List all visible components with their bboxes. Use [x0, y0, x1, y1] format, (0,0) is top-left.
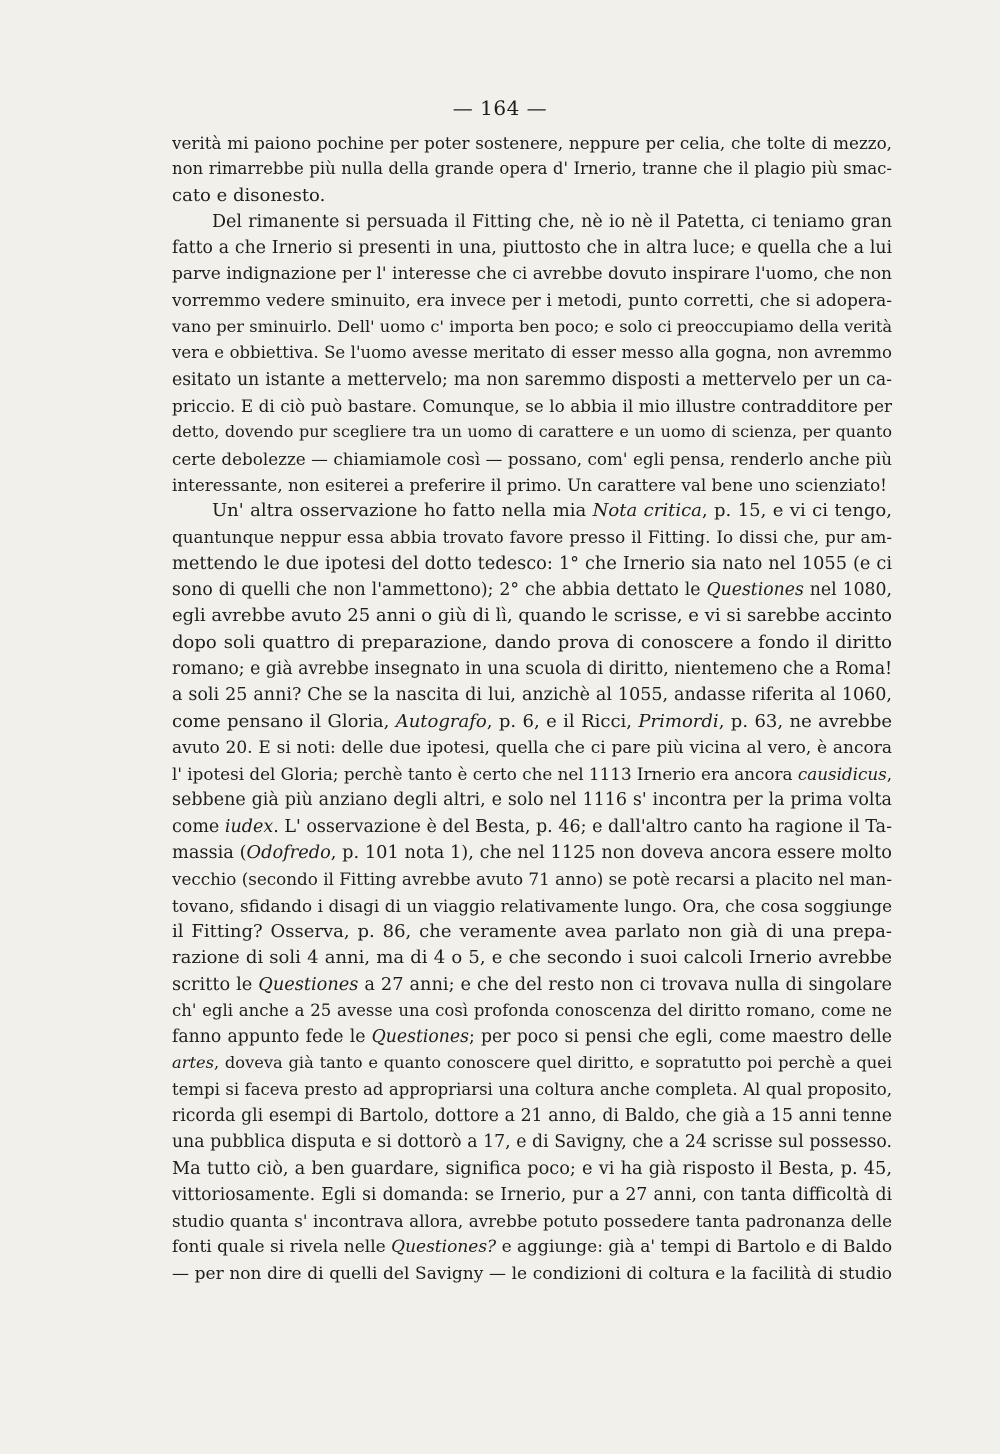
text-run: . L' osservazione è del Besta, p. 46; e dall'altro canto ha ragione il Ta-: [273, 816, 892, 837]
text-line: razione di soli 4 anni, ma di 4 o 5, e che secondo i suoi calcoli Irnerio avrebbe: [172, 947, 892, 969]
text-line: avuto 20. E si noti: delle due ipotesi, quella che ci pare più vicina al vero, è ancora: [172, 737, 892, 758]
text-line: [172, 709, 892, 735]
text-line: interessante, non esiterei a preferire il primo. Un carattere val bene uno scienziato!: [172, 474, 887, 495]
text-line: mettendo le due ipotesi del dotto tedesco: 1° che Irnerio sia nato nel 1055 (e ci: [172, 553, 892, 574]
italic-text: causidicus: [797, 764, 887, 785]
text-line: [172, 1050, 892, 1076]
page-number: — 164 —: [452, 96, 548, 120]
text-run: a 27 anni; e che del resto non ci trovava nulla di singolare: [358, 974, 892, 995]
text-run: , p. 15, e vi ci tengo,: [701, 500, 892, 522]
text-run: l' ipotesi del Gloria; perchè tanto è certo che nel 1113 Irnerio era ancora: [172, 764, 798, 785]
text-line: tovano, sfidando i disagi di un viaggio relativamente lungo. Ora, che cosa soggiunge: [172, 895, 892, 916]
text-line: egli avrebbe avuto 25 anni o giù di lì, quando le scrisse, e vi si sarebbe accinto: [172, 605, 892, 627]
italic-text: Questiones?: [391, 1237, 497, 1258]
text-line: parve indignazione per l' interesse che ci avrebbe dovuto inspirare l'uomo, che non: [172, 264, 892, 285]
text-line: Ma tutto ciò, a ben guardare, significa poco; e vi ha già risposto il Besta, p. 45,: [172, 1158, 892, 1179]
text-run: nel 1080,: [803, 580, 892, 601]
text-run: , p. 6, e il Ricci,: [486, 710, 639, 732]
text-line: [172, 840, 892, 866]
text-line: tempi si faceva presto ad appropriarsi una coltura anche completa. Al qual proposito,: [172, 1079, 892, 1099]
italic-text: Questiones: [371, 1027, 469, 1048]
italic-text: Questiones: [258, 974, 359, 995]
text-line: vano per sminuirlo. Dell' uomo c' importa ben poco; e solo ci preoccupiamo della verità: [172, 317, 893, 337]
italic-text: artes: [172, 1053, 214, 1073]
text-line: vittoriosamente. Egli si domanda: se Irnerio, pur a 27 anni, con tanta difficoltà di: [172, 1184, 892, 1205]
italic-text: Odofredo: [246, 843, 331, 864]
italic-text: Autografo: [395, 710, 487, 732]
text-line: vera e obbiettiva. Se l'uomo avesse meritato di esser messo alla gogna, non avremmo: [172, 343, 892, 363]
text-line: sebbene già più anziano degli altri, e solo nel 1116 s' incontra per la prima volta: [172, 790, 892, 811]
text-run: ; per poco si pensi che egli, come maestro delle: [468, 1027, 892, 1048]
text-run: fanno appunto fede le: [172, 1027, 372, 1048]
text-line: detto, dovendo pur scegliere tra un uomo di carattere e un uomo di scienza, per quanto: [172, 422, 892, 442]
text-line: [172, 577, 892, 603]
text-line: [172, 1234, 892, 1260]
text-run: , p. 101 nota 1), che nel 1125 non doveva ancora essere molto: [330, 843, 892, 864]
text-run: fonti quale si rivela nelle: [172, 1237, 392, 1258]
text-run: come: [172, 816, 225, 837]
text-line: Del rimanente si persuada il Fitting che, nè io nè il Patetta, ci teniamo gran: [212, 211, 892, 232]
text-line: romano; e già avrebbe insegnato in una scuola di diritto, nientemeno che a Roma!: [172, 658, 893, 679]
text-run: , doveva già tanto e quanto conoscere quel diritto, e sopratutto poi perchè a quei: [213, 1053, 892, 1073]
italic-text: iudex: [224, 816, 274, 837]
text-run: come pensano il Gloria,: [172, 710, 396, 732]
text-run: e aggiunge: già a' tempi di Bartolo e di Baldo: [496, 1237, 893, 1258]
text-line: vecchio (secondo il Fitting avrebbe avuto 71 anno) se potè recarsi a placito nel man-: [172, 869, 892, 890]
text-line: vorremmo vedere sminuito, era invece per i metodi, punto corretti, che si adopera-: [172, 290, 892, 311]
text-line: esitato un istante a mettervelo; ma non saremmo disposti a mettervelo per un ca-: [172, 369, 892, 390]
body-text: [172, 130, 892, 1287]
text-line: verità mi paiono pochine per poter sostenere, neppure per celia, che tolte di mezzo,: [172, 133, 892, 153]
text-run: sono di quelli che non l'ammettono); 2° che abbia dettato le: [172, 580, 707, 601]
text-line: fatto a che Irnerio si presenti in una, piuttosto che in altra luce; e quella che a lui: [172, 238, 892, 259]
text-line: [172, 814, 892, 840]
text-line: dopo soli quattro di preparazione, dando prova di conoscere a fondo il diritto: [172, 631, 892, 653]
text-line: ch' egli anche a 25 avesse una così profonda conoscenza del diritto romano, come ne: [172, 1000, 892, 1020]
text-line: [172, 761, 892, 787]
text-line: non rimarrebbe più nulla della grande opera d' Irnerio, tranne che il plagio più smac-: [172, 159, 892, 179]
text-run: massia (: [172, 843, 247, 864]
text-line: ricorda gli esempi di Bartolo, dottore a 21 anno, di Baldo, che già a 15 anni tenne: [172, 1105, 892, 1126]
italic-text: Primordi: [638, 710, 719, 732]
text-run: , p. 63, ne avrebbe: [718, 710, 892, 732]
text-line: il Fitting? Osserva, p. 86, che veramente avea parlato non già di una prepa-: [172, 920, 892, 942]
text-line: studio quanta s' incontrava allora, avrebbe potuto possedere tanta padronanza delle: [172, 1211, 892, 1232]
text-line: [172, 972, 892, 998]
italic-text: Questiones: [706, 580, 804, 601]
text-line: priccio. E di ciò può bastare. Comunque, se lo abbia il mio illustre contradditore per: [172, 395, 892, 416]
text-line: una pubblica disputa e si dottorò a 17, e di Savigny, che a 24 scrisse sul possesso.: [172, 1132, 892, 1153]
text-run: scritto le: [172, 974, 259, 995]
text-line: certe debolezze — chiamiamole così — possano, com' egli pensa, renderlo anche più: [172, 448, 892, 469]
text-run: Un' altra osservazione ho fatto nella mia: [212, 500, 593, 522]
italic-text: Nota critica: [592, 500, 702, 522]
text-line: — per non dire di quelli del Savigny — le condizioni di coltura e la facilità di studio: [172, 1263, 892, 1284]
text-line: cato e disonesto.: [172, 184, 326, 206]
text-run: ,: [886, 764, 893, 785]
text-line: quantunque neppur essa abbia trovato favore presso il Fitting. Io dissi che, pur am-: [172, 527, 892, 548]
text-line: a soli 25 anni? Che se la nascita di lui, anzichè al 1055, andasse riferita al 1060,: [172, 685, 892, 706]
text-line: [172, 498, 892, 524]
text-line: [172, 1024, 892, 1050]
